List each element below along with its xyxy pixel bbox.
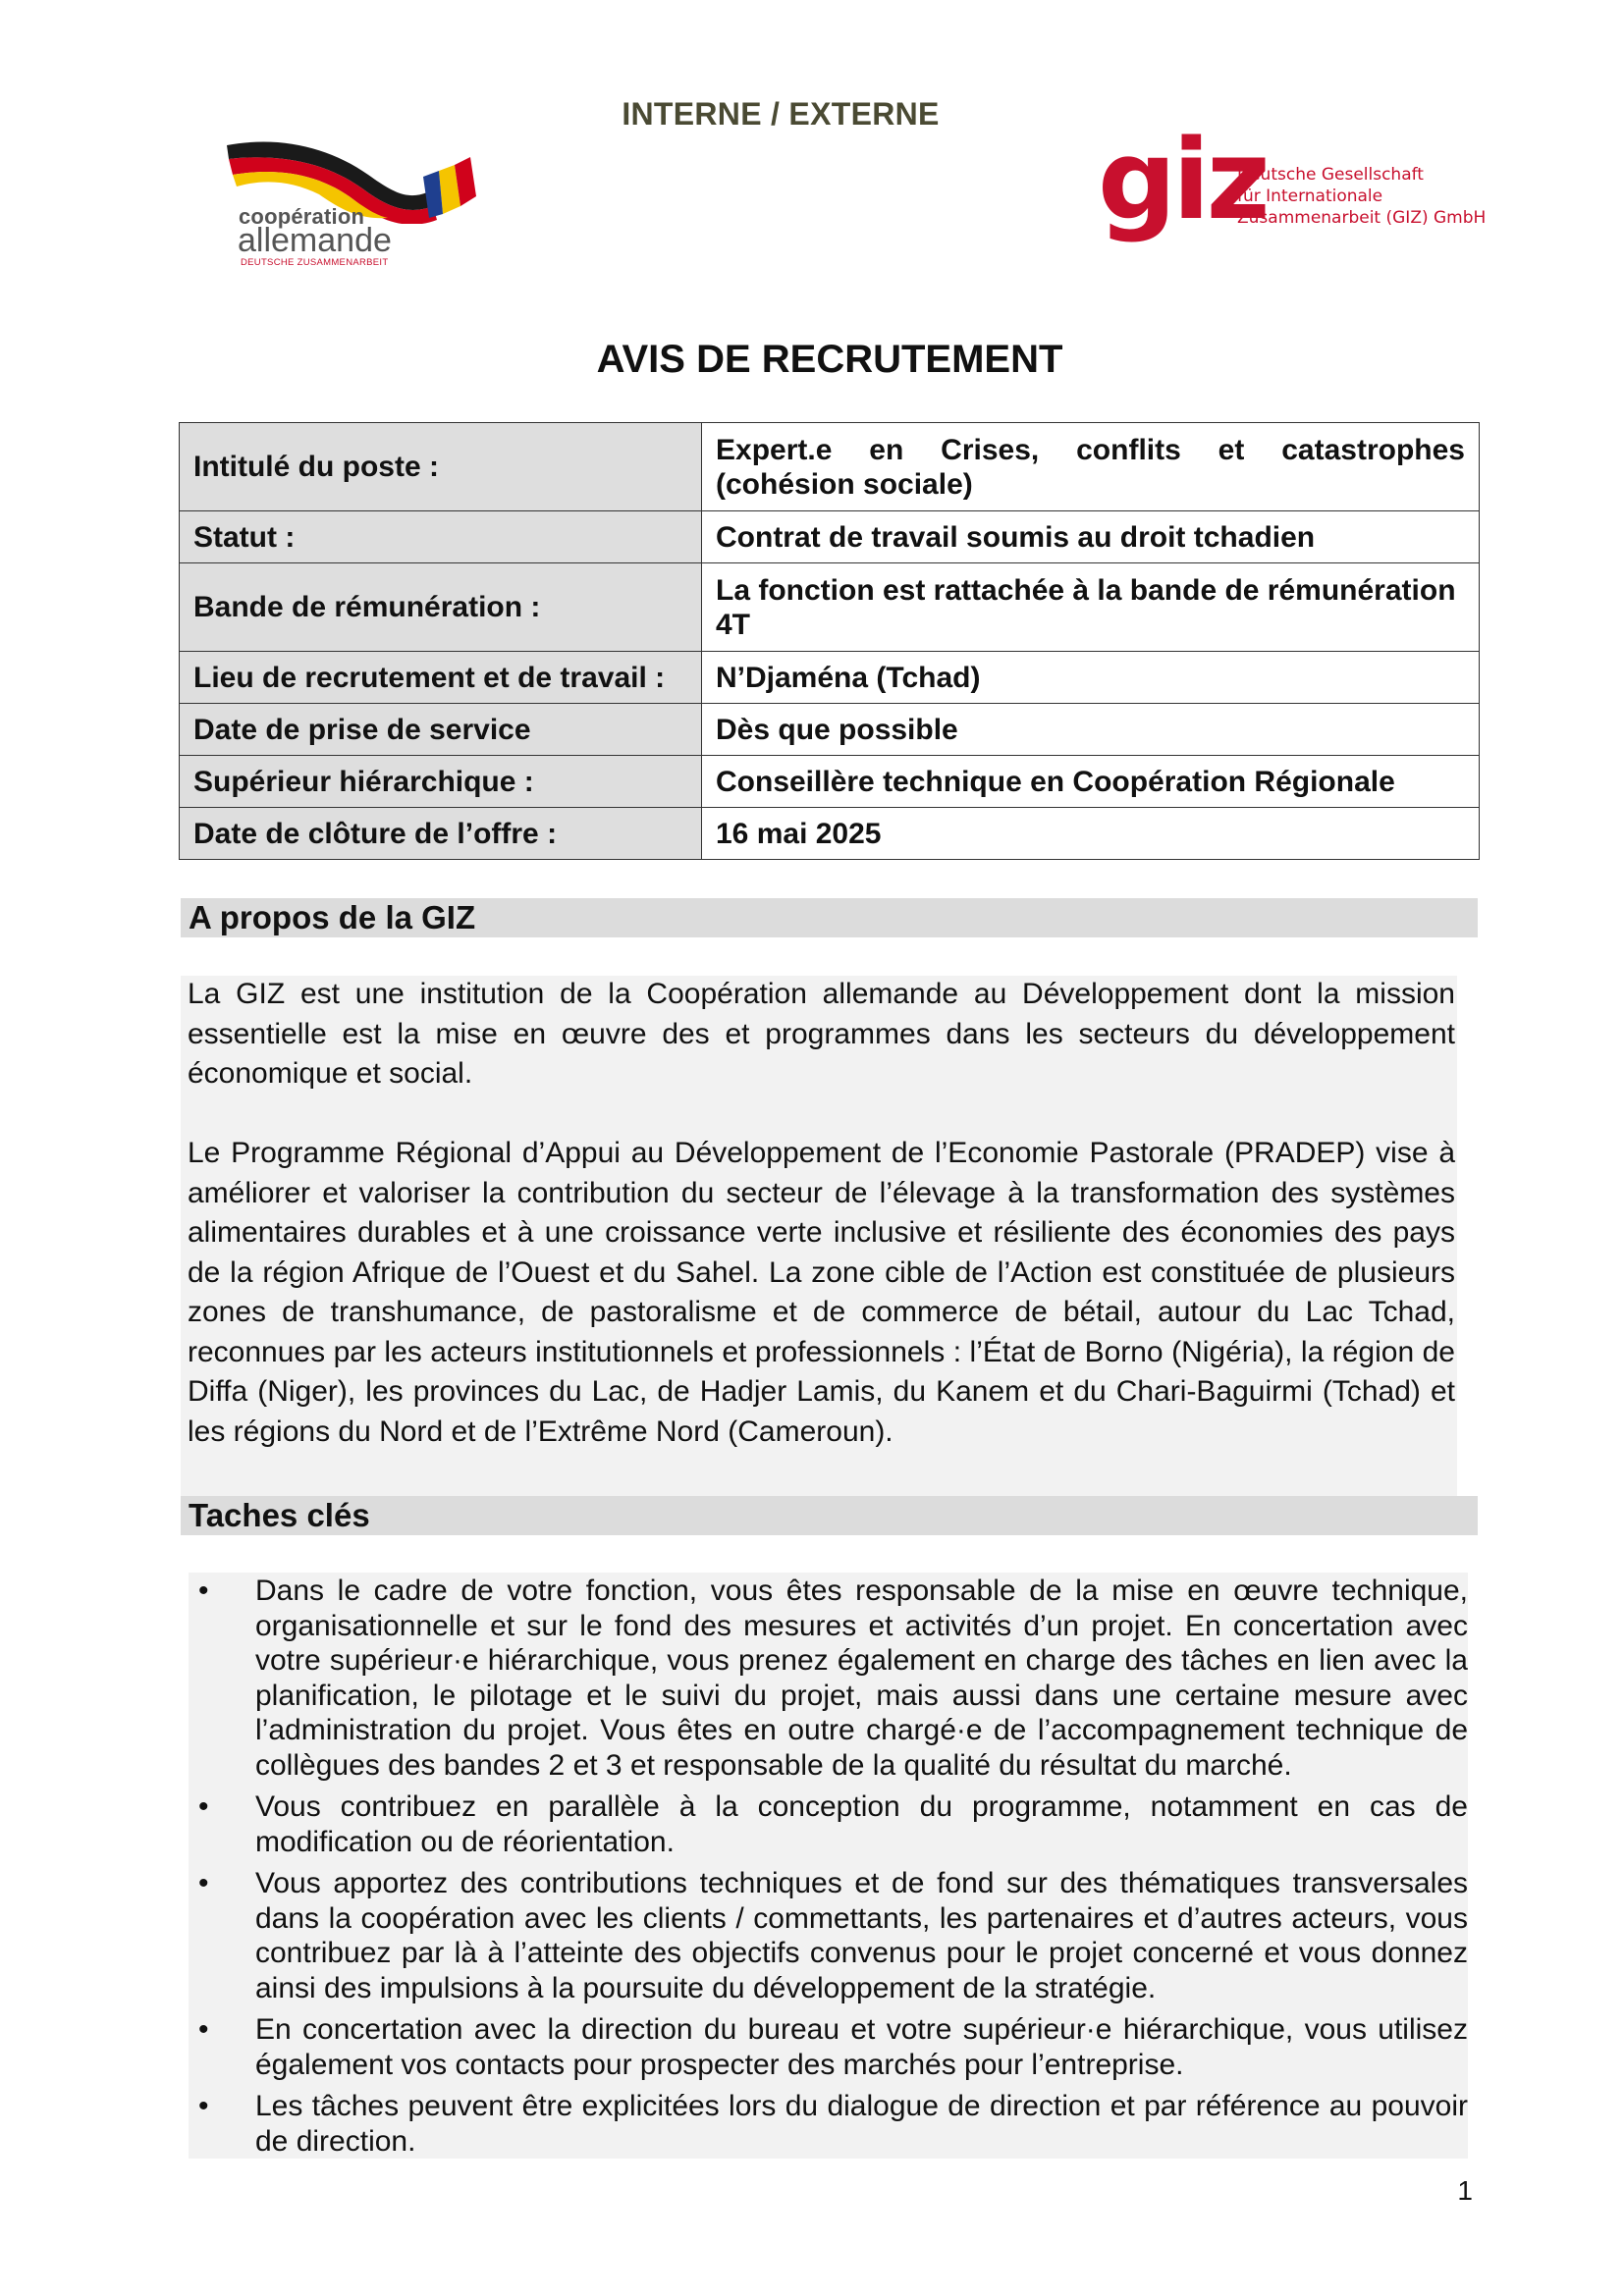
about-paragraph-2: Le Programme Régional d’Appui au Développement de l’Economie Pastorale (PRADEP) vise à améliorer et valoriser la contribution du secteur de l’élevage à la transformation des systèmes alimentaires durables et à une croissance verte inclusive et résiliente des économies des pays de la région Afrique de l’Ouest et du Sahel. La zone cible de l’Action est constituée de plusieurs zones de transhumance, de pastoralisme et de commerce de bétail, autour du Lac Tchad, reconnues par les acteurs institutionnels et professionnels : l’État de Borno (Nigéria), la région de Diffa (Niger), les provinces du Lac, de Hadjer Lamis, du Kanem et du Chari-Baguirmi (Tchad) et les régions du Nord et de l’Extrême Nord (Cameroun). — [188, 1137, 1455, 1448]
row-value: Contrat de travail soumis au droit tchadien — [702, 511, 1480, 563]
row-value: N’Djaména (Tchad) — [702, 652, 1480, 704]
list-item — [189, 1574, 1468, 1783]
row-value: La fonction est rattachée à la bande de rémunération 4T — [702, 563, 1480, 652]
list-item — [189, 1866, 1468, 2005]
list-item — [189, 1789, 1468, 1859]
row-label: Statut : — [180, 511, 702, 563]
row-label: Intitulé du poste : — [180, 423, 702, 511]
row-value: Expert.e en Crises, conflits et catastrophes (cohésion sociale) — [702, 423, 1480, 511]
table-row — [180, 808, 1480, 860]
list-item-text: Les tâches peuvent être explicitées lors du dialogue de direction et par référence au pouvoir de direction. — [255, 2090, 1468, 2158]
document-classification: INTERNE / EXTERNE — [622, 96, 940, 132]
row-label: Lieu de recrutement et de travail : — [180, 652, 702, 704]
giz-text-line1: Deutsche Gesellschaft — [1237, 165, 1424, 185]
row-value: Conseillère technique en Coopération Régionale — [702, 756, 1480, 808]
bullet-icon: • — [198, 2090, 209, 2122]
document-title: AVIS DE RECRUTEMENT — [596, 338, 1063, 381]
row-value: 16 mai 2025 — [702, 808, 1480, 860]
list-item-text: Vous apportez des contributions techniques et de fond sur des thématiques transversales dans la coopération avec les clients / commettants, les partenaires et d’autres acteurs, vous contribuez par là à l’atteinte des objectifs convenus pour le projet concerné et vous donnez ainsi des impulsions à la poursuite du développement de la stratégie. — [255, 1867, 1468, 2004]
job-info-table — [179, 422, 1480, 860]
table-row — [180, 511, 1480, 563]
logo-text-line2: allemande — [238, 222, 392, 259]
giz-wordmark: giz — [1098, 117, 1267, 244]
bullet-icon: • — [198, 2013, 209, 2046]
giz-text-line3: Zusammenarbeit (GIZ) GmbH — [1237, 208, 1487, 228]
cooperation-allemande-logo — [221, 135, 476, 273]
logo-text-line3: DEUTSCHE ZUSAMMENARBEIT — [241, 257, 389, 268]
row-label: Date de clôture de l’offre : — [180, 808, 702, 860]
list-item-text: Dans le cadre de votre fonction, vous êtes responsable de la mise en œuvre technique, organisationnelle et sur le fond des mesures et activités d’un projet. En concertation avec votre supérieur·e hiérarchique, vous prenez également en charge des tâches en lien avec la planification, le pilotage et le suivi du projet, mais aussi dans une certaine mesure avec l’administration du projet. Vous êtes en outre chargé·e de l’accompagnement technique de collègues des bandes 2 et 3 et responsable de la qualité du résultat du marché. — [255, 1575, 1468, 1782]
about-paragraph-1: La GIZ est une institution de la Coopération allemande au Développement dont la mission essentielle est la mise en œuvre des et programmes dans les secteurs du développement économique et social. — [188, 978, 1455, 1090]
giz-text-line2: für Internationale — [1237, 187, 1383, 206]
tasks-section-heading: Taches clés — [181, 1496, 1478, 1535]
list-item — [189, 2012, 1468, 2082]
page-number: 1 — [1457, 2175, 1473, 2206]
row-label: Bande de rémunération : — [180, 563, 702, 652]
bullet-icon: • — [198, 1575, 209, 1607]
table-row — [180, 563, 1480, 652]
about-section-heading: A propos de la GIZ — [181, 898, 1478, 937]
table-row — [180, 423, 1480, 511]
bullet-icon: • — [198, 1790, 209, 1823]
table-row — [180, 652, 1480, 704]
table-row — [180, 756, 1480, 808]
list-item-text: En concertation avec la direction du bureau et votre supérieur·e hiérarchique, vous utilisez également vos contacts pour prospecter des marchés pour l’entreprise. — [255, 2013, 1468, 2081]
list-item-text: Vous contribuez en parallèle à la conception du programme, notamment en cas de modification ou de réorientation. — [255, 1790, 1468, 1858]
list-item — [189, 2089, 1468, 2159]
giz-logo — [1098, 117, 1490, 255]
bullet-icon: • — [198, 1867, 209, 1899]
row-value: Dès que possible — [702, 704, 1480, 756]
row-label: Date de prise de service — [180, 704, 702, 756]
logo-text-line1: coopération — [239, 204, 365, 229]
row-label: Supérieur hiérarchique : — [180, 756, 702, 808]
table-row — [180, 704, 1480, 756]
tasks-list — [189, 1574, 1468, 2165]
